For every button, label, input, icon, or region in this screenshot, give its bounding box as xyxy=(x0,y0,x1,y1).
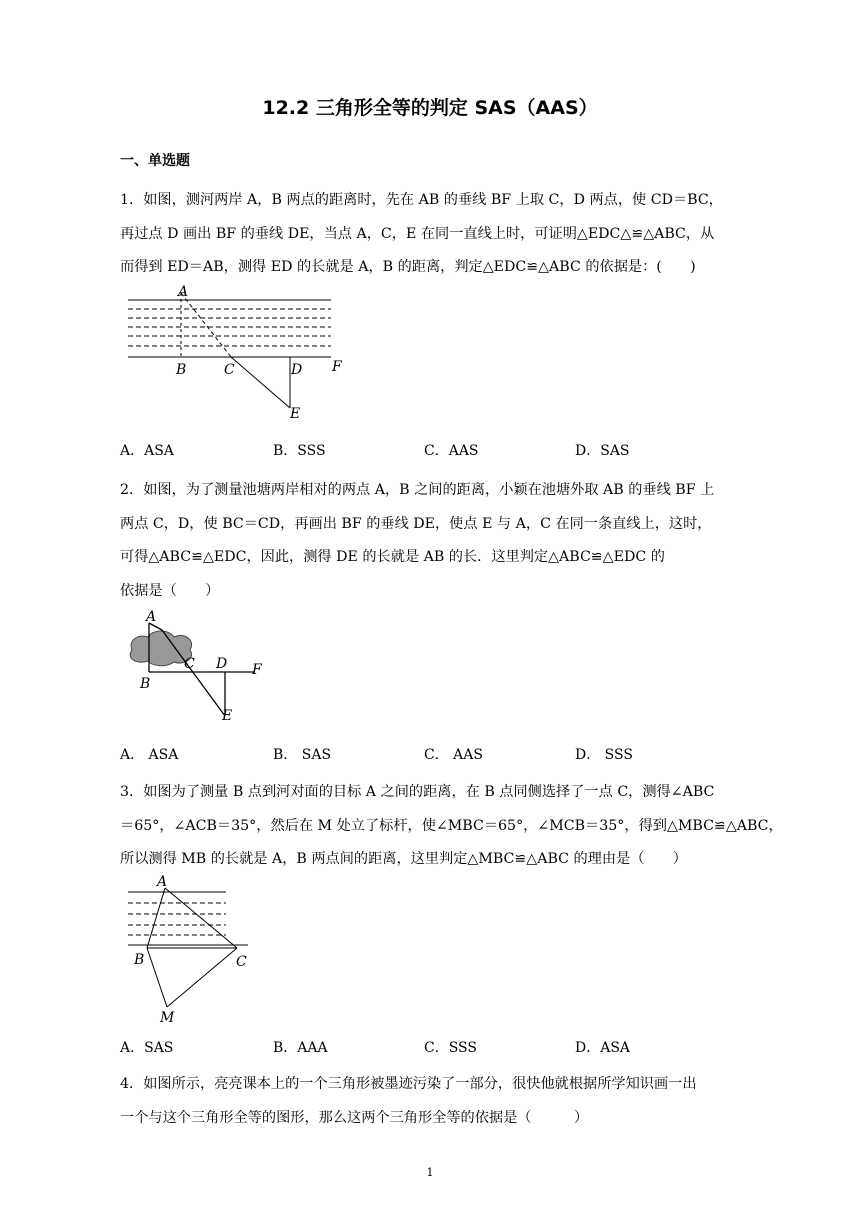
question-2-line: 依据是（ ） xyxy=(120,582,220,599)
point-label-f: F xyxy=(332,359,342,375)
question-3-line: 3．如图为了测量 B 点到河对面的目标 A 之间的距离，在 B 点同侧选择了一点 C，测得∠ABC xyxy=(120,784,715,800)
question-3-text xyxy=(120,776,783,877)
point-label-e: E xyxy=(290,406,301,422)
option-a: A．SAS xyxy=(120,1040,174,1056)
question-2-line: 可得△ABC≌△EDC，因此，测得 DE 的长就是 AB 的长．这里判定△ABC≌△EDC 的 xyxy=(120,549,665,565)
point-label-c: C xyxy=(224,362,235,378)
page-title: 12.2 三角形全等的判定 SAS（AAS） xyxy=(262,97,598,119)
pond-ink-blot xyxy=(130,631,191,666)
question-2-figure xyxy=(122,608,282,732)
question-4-line: 4．如图所示，亮亮课本上的一个三角形被墨迹污染了一部分，很快他就根据所学知识画一出 xyxy=(120,1076,697,1092)
option-d: D． SSS xyxy=(575,747,633,763)
point-label-b: B xyxy=(134,952,145,968)
segment-ae xyxy=(162,630,228,716)
question-3-line: 所以测得 MB 的长就是 A，B 两点间的距离，这里判定△MBC≌△ABC 的理由是（ ） xyxy=(120,851,687,867)
question-1-figure xyxy=(118,280,358,422)
point-label-b: B xyxy=(140,676,151,692)
point-label-a: A xyxy=(146,609,157,625)
page-number: 1 xyxy=(426,1166,434,1179)
question-2-line: 两点 C，D，使 BC＝CD，再画出 BF 的垂线 DE，使点 E 与 A，C 在同一条直线上，这时， xyxy=(120,515,712,532)
segment-ab xyxy=(147,888,165,948)
point-label-c: C xyxy=(184,656,195,672)
option-a: A．ASA xyxy=(120,443,174,459)
question-4-line: 一个与这个三角形全等的图形，那么这两个三角形全等的依据是（ ） xyxy=(120,1109,589,1126)
segment-ce xyxy=(231,357,290,408)
option-b: B．AAA xyxy=(273,1040,328,1056)
question-1-line: 而得到 ED＝AB，测得 ED 的长就是 A，B 的距离，判定△EDC≌△ABC 的依据是：( ) xyxy=(120,259,696,275)
option-c: C． AAS xyxy=(424,747,483,763)
option-b: B． SAS xyxy=(273,747,332,763)
question-2-line: 2．如图，为了测量池塘两岸相对的两点 A，B 之间的距离，小颖在池塘外取 AB 的垂线 BF 上 xyxy=(120,482,715,498)
question-3-line: ＝65°，∠ACB＝35°，然后在 M 处立了标杆，使∠MBC＝65°，∠MCB＝35°，得到△MBC≌△ABC， xyxy=(120,817,783,834)
option-c: C．SSS xyxy=(424,1040,477,1056)
question-1-text xyxy=(120,184,745,285)
point-label-d: D xyxy=(216,656,228,672)
option-b: B．SSS xyxy=(273,443,326,459)
option-c: C．AAS xyxy=(424,443,479,459)
point-label-b: B xyxy=(176,362,187,378)
point-label-f: F xyxy=(252,662,262,678)
option-a: A． ASA xyxy=(120,747,179,763)
segment-cm xyxy=(167,948,237,1007)
question-4-text xyxy=(120,1068,745,1135)
point-label-a: A xyxy=(157,874,168,890)
section-heading: 一、单选题 xyxy=(120,153,190,169)
point-label-m: M xyxy=(160,1010,175,1026)
point-label-e: E xyxy=(222,708,233,724)
point-label-d: D xyxy=(291,362,303,378)
segment-bm xyxy=(147,948,167,1007)
point-label-c: C xyxy=(236,954,247,970)
question-1-options xyxy=(120,440,740,462)
option-d: D．ASA xyxy=(575,1040,631,1056)
segment-ac xyxy=(181,293,231,357)
question-2-text xyxy=(120,474,745,608)
question-3-options xyxy=(120,1037,740,1059)
option-d: D．SAS xyxy=(575,443,630,459)
question-1-line: 1．如图，测河两岸 A，B 两点的距离时，先在 AB 的垂线 BF 上取 C，D 两点，使 CD＝BC， xyxy=(120,192,723,208)
question-1-line: 再过点 D 画出 BF 的垂线 DE，当点 A，C，E 在同一直线上时，可证明△EDC△≌△ABC，从 xyxy=(120,225,715,242)
question-3-figure xyxy=(120,870,260,1026)
question-2-options xyxy=(120,744,740,766)
point-label-a: A xyxy=(178,284,189,300)
segment-ac xyxy=(165,888,237,948)
